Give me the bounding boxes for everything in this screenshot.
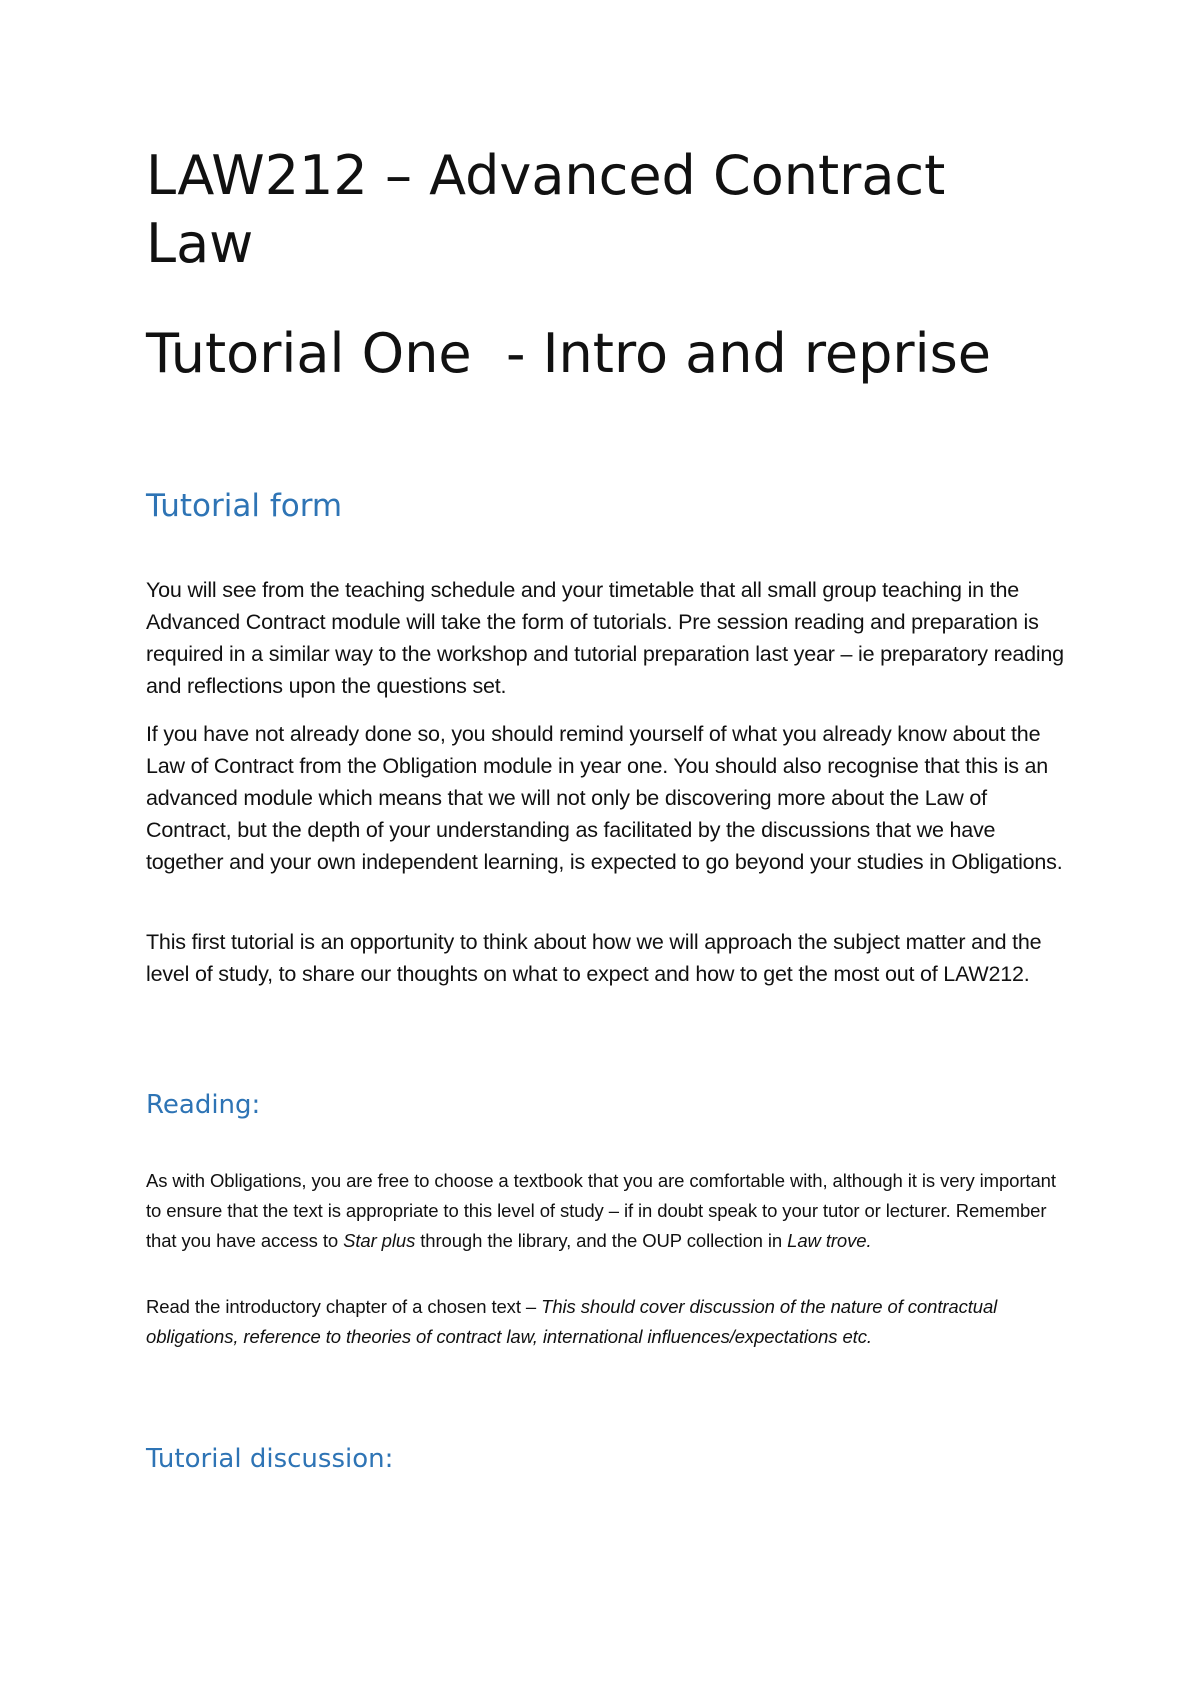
heading-reading: Reading: xyxy=(146,1090,261,1120)
tutorial-form-paragraph-2: If you have not already done so, you should remind yourself of what you already know about the Law of Contract from the Obligation module in year one. You should also recognise that this is an advanced module which means that we will not only be discovering more about the Law of Contract, but the depth of your understanding as facilitated by the discussions that we have together and your own independent learning, is expected to go beyond your studies in Obligations. xyxy=(146,722,1063,874)
reading-instruction: Read the introductory chapter of a chosen text – xyxy=(146,1296,542,1317)
law-trove-reference: Law trove. xyxy=(787,1230,872,1251)
heading-tutorial-discussion: Tutorial discussion: xyxy=(146,1444,394,1474)
heading-tutorial-form: Tutorial form xyxy=(146,488,343,524)
document-subtitle: Tutorial One - Intro and reprise xyxy=(146,322,991,385)
tutorial-form-paragraph-3: This first tutorial is an opportunity to think about how we will approach the subject matter and the level of study, to share our thoughts on what to expect and how to get the most out of LAW212. xyxy=(146,930,1042,986)
reading-text: through the library, and the OUP collection in xyxy=(415,1230,788,1251)
reading-paragraph-1 xyxy=(146,1166,1066,1256)
star-plus-reference: Star plus xyxy=(343,1230,416,1251)
tutorial-form-paragraph-1: You will see from the teaching schedule and your timetable that all small group teaching in the Advanced Contract module will take the form of tutorials. Pre session reading and preparation is required in a similar way to the workshop and tutorial preparation last year – ie preparatory reading and reflections upon the questions set. xyxy=(146,578,1064,698)
document-title: LAW212 – Advanced Contract Law xyxy=(146,144,946,275)
reading-text: As with Obligations, you are free to choose a textbook that you are comfortable with, although it is very important to ensure that the text is appropriate to this level of study – if in doubt speak to your tutor or lecturer. Remember that you have access to xyxy=(146,1170,1056,1251)
reading-paragraph-2 xyxy=(146,1292,1066,1352)
reading-instruction-detail: This should cover discussion of the nature of contractual obligations, reference to theories of contract law, international influences/expectations etc. xyxy=(146,1296,998,1347)
